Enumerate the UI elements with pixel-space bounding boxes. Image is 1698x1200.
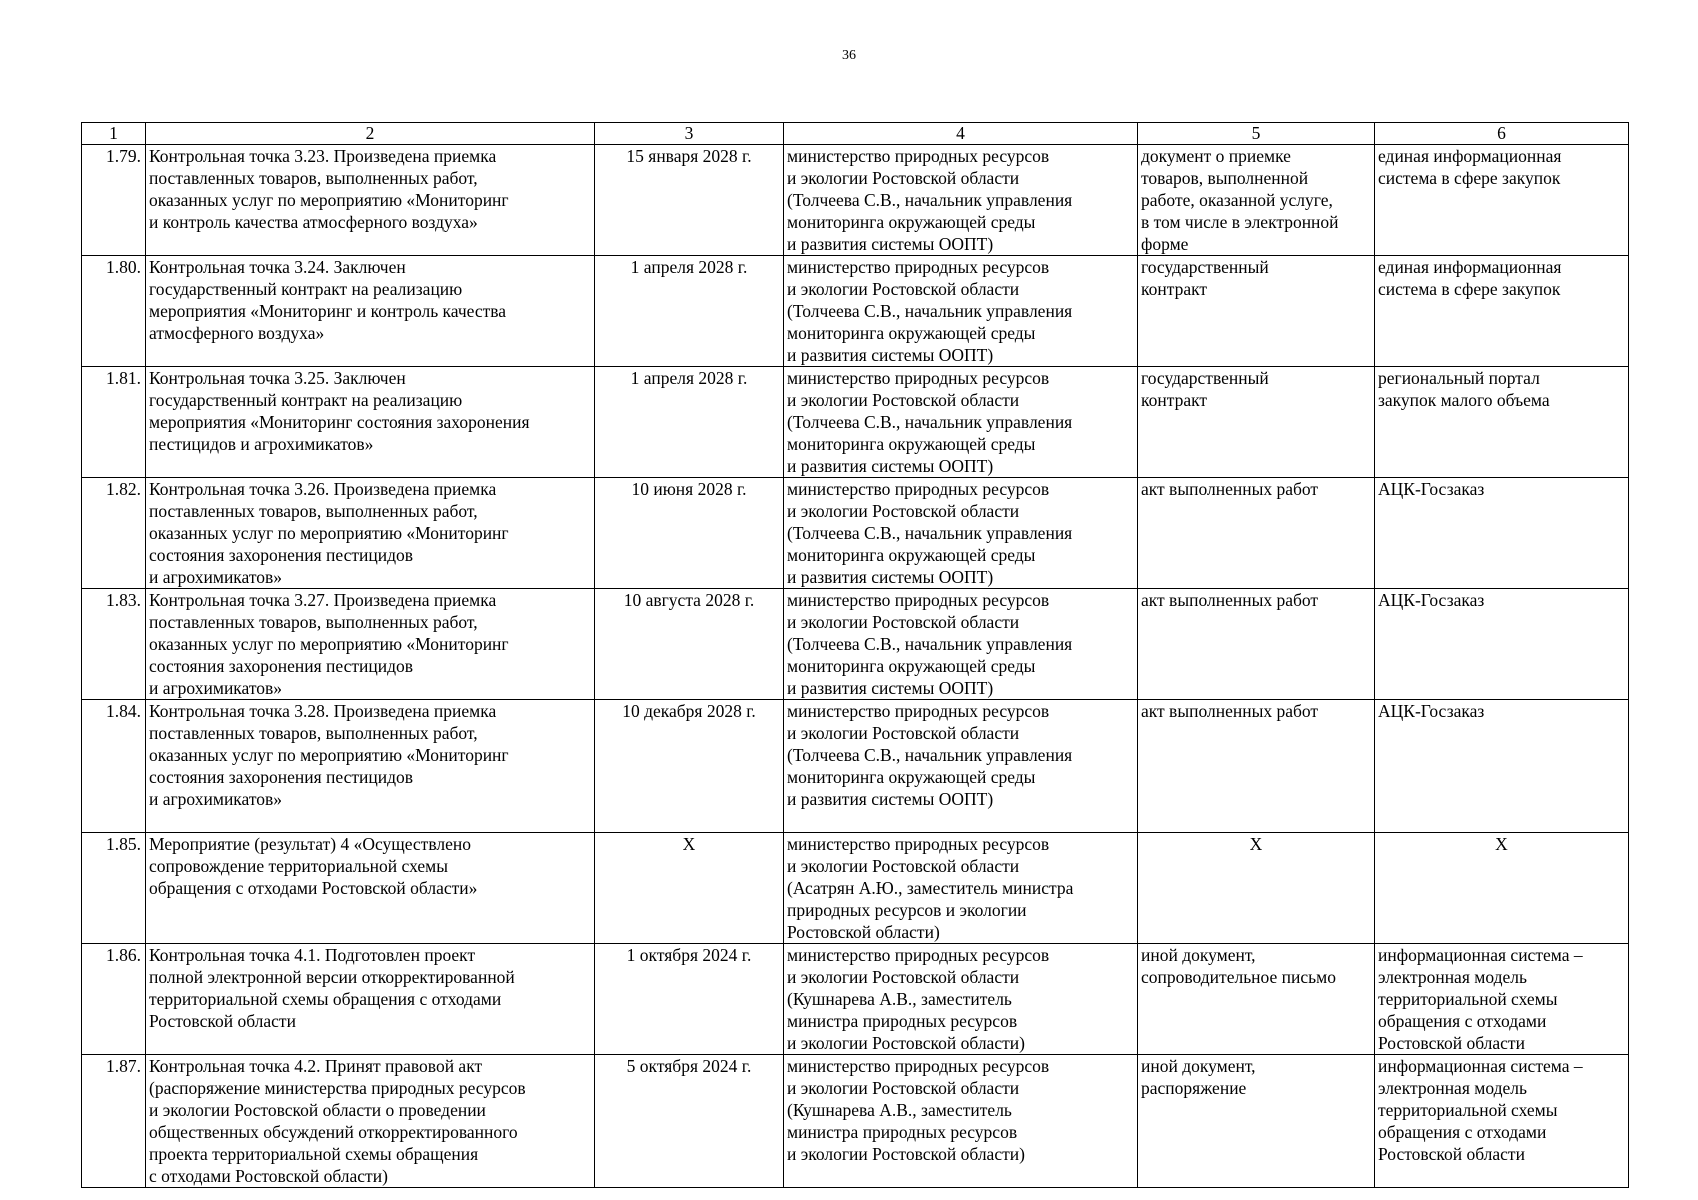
row-document: государственный контракт: [1138, 256, 1375, 367]
row-title: Контрольная точка 3.25. Заключен государственный контракт на реализацию мероприятия «Мониторинг состояния захоронения пестицидов и агрохимикатов»: [146, 367, 595, 478]
table-row: [82, 700, 1629, 833]
row-system: АЦК-Госзаказ: [1375, 478, 1629, 589]
row-title: Контрольная точка 3.23. Произведена приемка поставленных товаров, выполненных работ, оказанных услуг по мероприятию «Мониторинг и контроль качества атмосферного воздуха»: [146, 145, 595, 256]
table-row: [82, 478, 1629, 589]
row-responsible: министерство природных ресурсов и экологии Ростовской области (Кушнарева А.В., заместитель министра природных ресурсов и экологии Ростовской области): [784, 944, 1138, 1055]
row-title: Мероприятие (результат) 4 «Осуществлено сопровождение территориальной схемы обращения с отходами Ростовской области»: [146, 833, 595, 944]
row-number: 1.85.: [82, 833, 146, 944]
row-responsible: министерство природных ресурсов и экологии Ростовской области (Толчеева С.В., начальник управления мониторинга окружающей среды и развития системы ООПТ): [784, 367, 1138, 478]
row-date: 5 октября 2024 г.: [595, 1055, 784, 1188]
row-responsible: министерство природных ресурсов и экологии Ростовской области (Асатрян А.Ю., заместитель министра природных ресурсов и экологии Ростовской области): [784, 833, 1138, 944]
row-date: 1 октября 2024 г.: [595, 944, 784, 1055]
row-document: государственный контракт: [1138, 367, 1375, 478]
row-title: Контрольная точка 4.1. Подготовлен проект полной электронной версии откорректированной территориальной схемы обращения с отходами Ростовской области: [146, 944, 595, 1055]
row-number: 1.87.: [82, 1055, 146, 1188]
table-row: [82, 145, 1629, 256]
row-document: акт выполненных работ: [1138, 700, 1375, 833]
row-document: иной документ, сопроводительное письмо: [1138, 944, 1375, 1055]
row-document: X: [1138, 833, 1375, 944]
column-header: 2: [146, 123, 595, 145]
row-date: 10 июня 2028 г.: [595, 478, 784, 589]
row-system: региональный портал закупок малого объема: [1375, 367, 1629, 478]
row-document: акт выполненных работ: [1138, 589, 1375, 700]
page-number: 36: [842, 48, 856, 63]
row-document: иной документ, распоряжение: [1138, 1055, 1375, 1188]
control-points-table: [81, 122, 1629, 1188]
table-row: [82, 256, 1629, 367]
row-system: АЦК-Госзаказ: [1375, 700, 1629, 833]
row-document: документ о приемке товаров, выполненной работе, оказанной услуге, в том числе в электронной форме: [1138, 145, 1375, 256]
row-date: 1 апреля 2028 г.: [595, 256, 784, 367]
row-number: 1.81.: [82, 367, 146, 478]
table-header-row: [82, 123, 1629, 145]
row-title: Контрольная точка 3.26. Произведена приемка поставленных товаров, выполненных работ, оказанных услуг по мероприятию «Мониторинг состояния захоронения пестицидов и агрохимикатов»: [146, 478, 595, 589]
row-system: единая информационная система в сфере закупок: [1375, 145, 1629, 256]
row-title: Контрольная точка 3.27. Произведена приемка поставленных товаров, выполненных работ, оказанных услуг по мероприятию «Мониторинг состояния захоронения пестицидов и агрохимикатов»: [146, 589, 595, 700]
column-header: 4: [784, 123, 1138, 145]
row-system: АЦК-Госзаказ: [1375, 589, 1629, 700]
row-date: 10 декабря 2028 г.: [595, 700, 784, 833]
row-responsible: министерство природных ресурсов и экологии Ростовской области (Толчеева С.В., начальник управления мониторинга окружающей среды и развития системы ООПТ): [784, 256, 1138, 367]
row-number: 1.83.: [82, 589, 146, 700]
row-document: акт выполненных работ: [1138, 478, 1375, 589]
table-row: [82, 367, 1629, 478]
row-number: 1.80.: [82, 256, 146, 367]
row-date: 10 августа 2028 г.: [595, 589, 784, 700]
column-header: 5: [1138, 123, 1375, 145]
row-number: 1.82.: [82, 478, 146, 589]
column-header: 3: [595, 123, 784, 145]
row-title: Контрольная точка 4.2. Принят правовой акт (распоряжение министерства природных ресурсов и экологии Ростовской области о проведении общественных обсуждений откорректированного проекта территориальной схемы обращения с отходами Ростовской области): [146, 1055, 595, 1188]
row-responsible: министерство природных ресурсов и экологии Ростовской области (Толчеева С.В., начальник управления мониторинга окружающей среды и развития системы ООПТ): [784, 145, 1138, 256]
column-header: 6: [1375, 123, 1629, 145]
row-date: 15 января 2028 г.: [595, 145, 784, 256]
row-responsible: министерство природных ресурсов и экологии Ростовской области (Кушнарева А.В., заместитель министра природных ресурсов и экологии Ростовской области): [784, 1055, 1138, 1188]
table-row: [82, 833, 1629, 944]
column-header: 1: [82, 123, 146, 145]
row-system: единая информационная система в сфере закупок: [1375, 256, 1629, 367]
row-number: 1.84.: [82, 700, 146, 833]
row-system: информационная система – электронная модель территориальной схемы обращения с отходами Ростовской области: [1375, 1055, 1629, 1188]
row-system: X: [1375, 833, 1629, 944]
row-number: 1.79.: [82, 145, 146, 256]
table-row: [82, 944, 1629, 1055]
row-title: Контрольная точка 3.24. Заключен государственный контракт на реализацию мероприятия «Мониторинг и контроль качества атмосферного воздуха»: [146, 256, 595, 367]
row-date: 1 апреля 2028 г.: [595, 367, 784, 478]
row-responsible: министерство природных ресурсов и экологии Ростовской области (Толчеева С.В., начальник управления мониторинга окружающей среды и развития системы ООПТ): [784, 478, 1138, 589]
table-row: [82, 1055, 1629, 1188]
row-number: 1.86.: [82, 944, 146, 1055]
row-responsible: министерство природных ресурсов и экологии Ростовской области (Толчеева С.В., начальник управления мониторинга окружающей среды и развития системы ООПТ): [784, 700, 1138, 833]
row-date: X: [595, 833, 784, 944]
row-responsible: министерство природных ресурсов и экологии Ростовской области (Толчеева С.В., начальник управления мониторинга окружающей среды и развития системы ООПТ): [784, 589, 1138, 700]
row-system: информационная система – электронная модель территориальной схемы обращения с отходами Ростовской области: [1375, 944, 1629, 1055]
row-title: Контрольная точка 3.28. Произведена приемка поставленных товаров, выполненных работ, оказанных услуг по мероприятию «Мониторинг состояния захоронения пестицидов и агрохимикатов»: [146, 700, 595, 833]
table-row: [82, 589, 1629, 700]
